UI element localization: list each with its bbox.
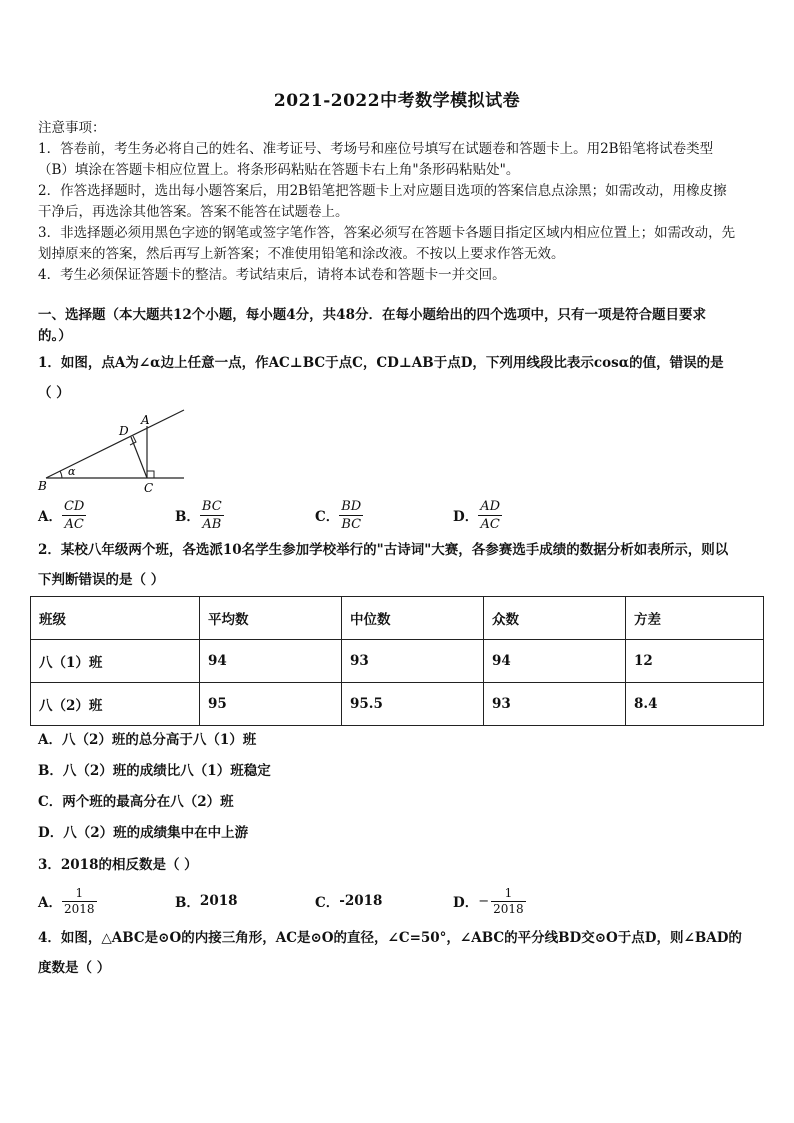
- fraction: $\frac{BD}{BC}$: [341, 498, 362, 532]
- q1-option-b[interactable]: [175, 495, 224, 535]
- question-1-stem: （ ）: [38, 385, 70, 401]
- option-label: A．: [38, 895, 62, 911]
- table-cell: 12: [626, 640, 764, 683]
- table-header-row: [31, 597, 764, 640]
- table-cell: 8.4: [626, 683, 764, 726]
- q2-option-c[interactable]: C．两个班的最高分在八（2）班: [38, 794, 234, 810]
- table-row: [31, 683, 764, 726]
- fraction: $\frac{BC}{AB}$: [201, 498, 222, 532]
- fraction: $\frac{CD}{AC}$: [63, 498, 85, 532]
- table-row: [31, 640, 764, 683]
- q3-option-a[interactable]: [38, 882, 97, 920]
- page-title: 2021-2022中考数学模拟试卷: [273, 91, 521, 111]
- table-cell: 93: [484, 683, 626, 726]
- fraction: $\frac{1}{2018}$: [63, 885, 95, 916]
- table-cell: 95.5: [342, 683, 484, 726]
- question-4-stem: 度数是（ ）: [38, 960, 111, 976]
- notice-line: 3．非选择题必须用黑色字迹的钢笔或签字笔作答，答案必须写在答题卡各题目指定区域内相应位置上；如需改动，先: [38, 225, 736, 241]
- option-value: 2018: [199, 893, 238, 909]
- option-label: C．: [315, 895, 340, 911]
- option-label: B．: [175, 509, 200, 525]
- question-4-stem: 4．如图，△ABC是⊙O的内接三角形，AC是⊙O的直径，∠C=50°，∠ABC的平分线BD交⊙O于点D，则∠BAD的: [38, 930, 742, 946]
- table-header: 平均数: [200, 597, 342, 640]
- question-3-stem: 3．2018的相反数是（ ）: [38, 857, 198, 873]
- option-label: A．: [38, 509, 62, 525]
- minus-sign: −: [478, 893, 490, 909]
- option-label: D．: [453, 895, 479, 911]
- table-cell: 94: [200, 640, 342, 683]
- table-cell: 八（1）班: [31, 640, 200, 683]
- q1-option-d[interactable]: [453, 495, 502, 535]
- fraction: $\frac{1}{2018}$: [493, 885, 524, 916]
- label-c: C: [144, 481, 154, 495]
- stats-table: [30, 596, 764, 726]
- notice-line: （B）填涂在答题卡相应位置上。将条形码粘贴在答题卡右上角"条形码粘贴处"。: [38, 162, 520, 178]
- notice-heading: 注意事项：: [38, 120, 106, 136]
- question-2-stem: 2．某校八年级两个班，各选派10名学生参加学校举行的"古诗词"大赛，各参赛选手成绩的数据分析如表所示，则以: [38, 542, 729, 558]
- q3-option-d[interactable]: [453, 882, 526, 920]
- angle-figure: [34, 404, 194, 496]
- notice-line: 1．答卷前，考生务必将自己的姓名、准考证号、考场号和座位号填写在试题卷和答题卡上。用2B铅笔将试卷类型: [38, 141, 714, 157]
- q1-option-a[interactable]: [38, 495, 86, 535]
- option-label: D．: [453, 509, 479, 525]
- notice-line: 2．作答选择题时，选出每小题答案后，用2B铅笔把答题卡上对应题目选项的答案信息点涂黑；如需改动，用橡皮擦: [38, 183, 727, 199]
- table-cell: 95: [200, 683, 342, 726]
- line-ba: [46, 410, 184, 478]
- right-angle-mark: [147, 471, 154, 478]
- q2-option-b[interactable]: B．八（2）班的成绩比八（1）班稳定: [38, 763, 271, 779]
- notice-line: 划掉原来的答案，然后再写上新答案；不准使用铅笔和涂改液。不按以上要求作答无效。: [38, 246, 565, 262]
- q1-option-c[interactable]: [315, 495, 363, 535]
- label-alpha: α: [68, 465, 76, 478]
- notice-line: 4．考生必须保证答题卡的整洁。考试结束后，请将本试卷和答题卡一并交回。: [38, 267, 506, 283]
- option-label: C．: [315, 509, 340, 525]
- table-header: 班级: [31, 597, 200, 640]
- question-2-stem: 下判断错误的是（ ）: [38, 572, 165, 588]
- section-heading: 的。）: [38, 328, 72, 344]
- label-a: A: [141, 413, 150, 427]
- table-header: 众数: [484, 597, 626, 640]
- q3-option-c[interactable]: [315, 882, 382, 920]
- angle-arc: [60, 471, 62, 478]
- table-header: 中位数: [342, 597, 484, 640]
- section-heading: 一、选择题（本大题共12个小题，每小题4分，共48分．在每小题给出的四个选项中，只有一项是符合题目要求: [38, 307, 706, 323]
- option-value: -2018: [339, 893, 383, 909]
- option-label: B．: [175, 895, 200, 911]
- table-cell: 八（2）班: [31, 683, 200, 726]
- label-d: D: [119, 424, 129, 438]
- q3-option-b[interactable]: [175, 882, 238, 920]
- q2-option-d[interactable]: D．八（2）班的成绩集中在中上游: [38, 825, 249, 841]
- notice-line: 干净后，再选涂其他答案。答案不能答在试题卷上。: [38, 204, 349, 220]
- table-cell: 94: [484, 640, 626, 683]
- q2-option-a[interactable]: A．八（2）班的总分高于八（1）班: [38, 732, 257, 748]
- table-cell: 93: [342, 640, 484, 683]
- question-1-stem: 1．如图，点A为∠α边上任意一点，作AC⊥BC于点C，CD⊥AB于点D，下列用线段比表示cosα的值，错误的是: [38, 355, 724, 371]
- label-b: B: [38, 479, 47, 493]
- fraction: $\frac{AD}{AC}$: [480, 498, 501, 532]
- table-header: 方差: [626, 597, 764, 640]
